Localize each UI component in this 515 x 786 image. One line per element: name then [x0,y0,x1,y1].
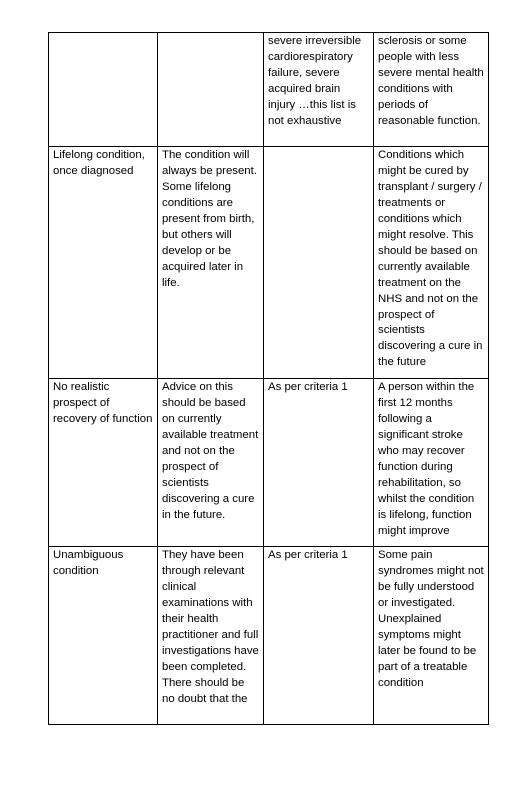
exclusions-text: sclerosis or some people with less severe mental health conditions with periods of reasonable function. [378,35,484,127]
explanation-text: The condition will always be present. Some lifelong conditions are present from birth, but others will develop or be acquired later in life. [162,149,257,289]
criterion-cell [49,33,158,147]
exclusions-text: Some pain syndromes might not be fully understood or investigated. Unexplained symptoms might later be found to be part of a treatable condition [378,549,484,689]
examples-cell [264,379,374,547]
criterion-cell [49,147,158,379]
examples-cell [264,147,374,379]
criterion-text: No realistic prospect of recovery of function [53,381,153,425]
table-row [49,547,489,725]
explanation-cell [158,33,264,147]
examples-text: As per criteria 1 [268,549,348,561]
exclusions-cell [374,379,489,547]
explanation-text [162,33,259,34]
criterion-cell [49,379,158,547]
examples-text: As per criteria 1 [268,381,348,393]
examples-text [268,147,369,148]
criteria-table [48,32,489,725]
criterion-text: Unambiguous condition [53,549,124,577]
criterion-text: Lifelong condition, once diagnosed [53,149,145,177]
exclusions-cell [374,547,489,725]
examples-text: severe irreversible cardiorespiratory failure, severe acquired brain injury …this list is not exhaustive [268,35,362,127]
explanation-cell [158,379,264,547]
explanation-cell [158,547,264,725]
examples-cell [264,33,374,147]
exclusions-text: A person within the first 12 months following a significant stroke who may recover function during rehabilitation, so whilst the condition is lifelong, function might improve [378,381,475,537]
table-row [49,379,489,547]
exclusions-cell [374,33,489,147]
exclusions-cell [374,147,489,379]
examples-cell [264,547,374,725]
exclusions-text: Conditions which might be cured by transplant / surgery / treatments or conditions which might resolve. This should be based on currently available treatment on the NHS and not on the prospect of scientists discovering a cure in the future [378,149,483,369]
table-row [49,33,489,147]
explanation-text: They have been through relevant clinical examinations with their health practitioner and full investigations have been completed. There should be no doubt that the [162,549,259,705]
explanation-text: Advice on this should be based on currently available treatment and not on the prospect of scientists discovering a cure in the future. [162,381,259,521]
explanation-cell [158,147,264,379]
criterion-text [53,33,153,34]
criterion-cell [49,547,158,725]
table-row [49,147,489,379]
